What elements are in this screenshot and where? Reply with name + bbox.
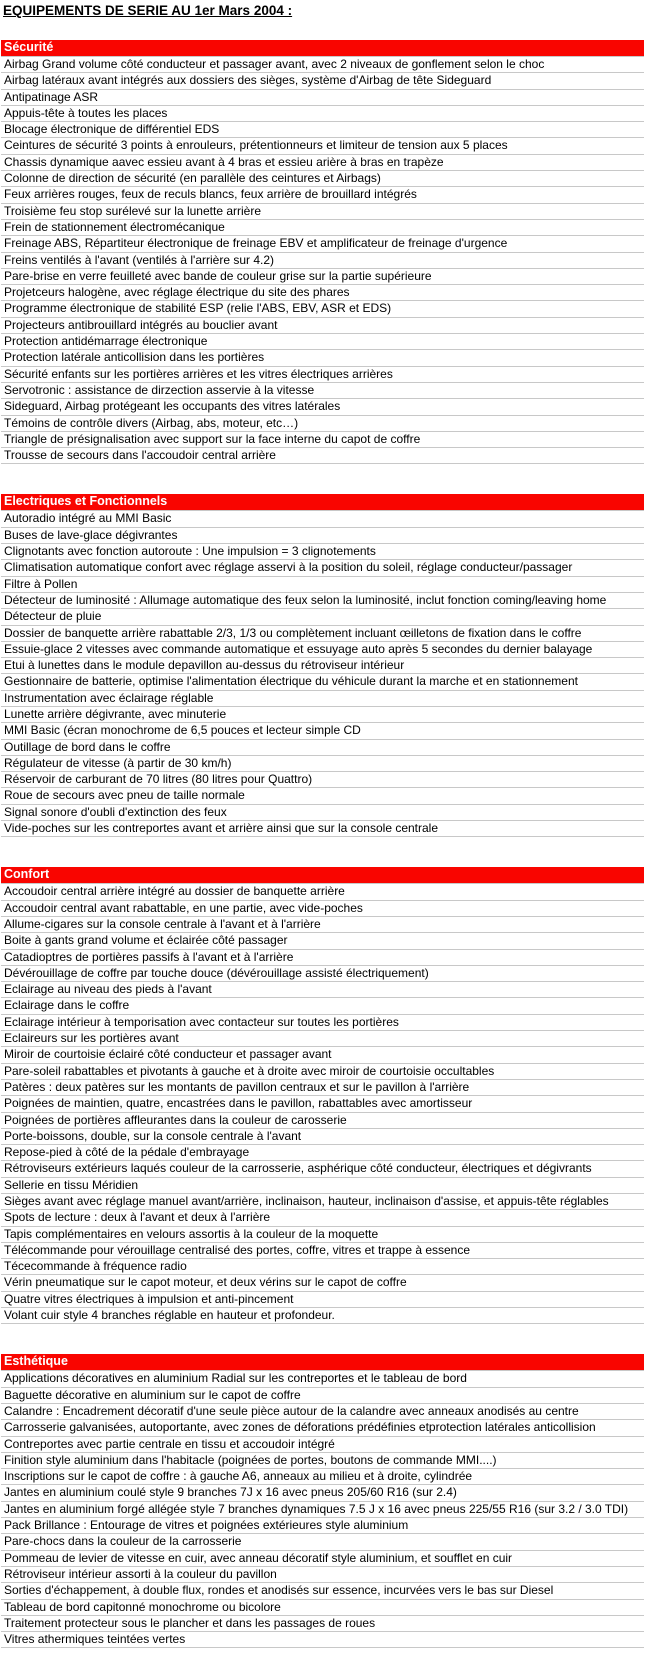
equipment-row: Frein de stationnement électromécanique (1, 220, 644, 236)
equipment-row: Blocage électronique de différentiel EDS (1, 122, 644, 138)
equipment-row: Finition style aluminium dans l'habitacle (poignées de portes, boutons de commande MMI....) (1, 1453, 644, 1469)
equipment-section-1 (1, 494, 644, 837)
section-header-2: Confort (1, 867, 644, 884)
equipment-row: Antipatinage ASR (1, 90, 644, 106)
equipment-row: Filtre à Pollen (1, 577, 644, 593)
equipment-row: Gestionnaire de batterie, optimise l'alimentation électrique du véhicule durant la marche et en stationnement (1, 674, 644, 690)
equipment-row: Tableau de bord capitonné monochrome ou bicolore (1, 1600, 644, 1616)
equipment-row: Autoradio intégré au MMI Basic (1, 511, 644, 527)
equipment-row: Poignées de maintien, quatre, encastrées dans le pavillon, rabattables avec amortisseur (1, 1096, 644, 1112)
equipment-row: Ceintures de sécurité 3 points à enrouleurs, prétentionneurs et limiteur de tension aux 5 places (1, 138, 644, 154)
equipment-row: Triangle de présignalisation avec support sur la face interne du capot de coffre (1, 432, 644, 448)
equipment-section-3 (1, 1354, 644, 1648)
equipment-row: Miroir de courtoisie éclairé côté conducteur et passager avant (1, 1047, 644, 1063)
equipment-row: Porte-boissons, double, sur la console centrale à l'avant (1, 1129, 644, 1145)
equipment-row: Chassis dynamique aavec essieu avant à 4 bras et essieu arière à bras en trapèze (1, 155, 644, 171)
equipment-row: Télécommande pour vérouillage centralisé des portes, coffre, vitres et trappe à essence (1, 1243, 644, 1259)
sections-container (1, 40, 644, 1648)
section-rows (1, 884, 644, 1324)
equipment-row: Traitement protecteur sous le plancher et dans les passages de roues (1, 1616, 644, 1632)
equipment-row: Signal sonore d'oubli d'extinction des feux (1, 805, 644, 821)
page-title: EQUIPEMENTS DE SERIE AU 1er Mars 2004 : (3, 3, 293, 18)
section-header-1: Electriques et Fonctionnels (1, 494, 644, 511)
equipment-row: Colonne de direction de sécurité (en parallèle des ceintures et Airbags) (1, 171, 644, 187)
equipment-row: Airbag latéraux avant intégrés aux dossiers des sièges, système d'Airbag de tête Sideguard (1, 73, 644, 89)
equipment-row: Eclairage dans le coffre (1, 998, 644, 1014)
equipment-row: Catadioptres de portières passifs à l'avant et à l'arrière (1, 950, 644, 966)
section-header-3: Esthétique (1, 1354, 644, 1371)
equipment-row: Troisième feu stop surélevé sur la lunette arrière (1, 204, 644, 220)
equipment-row: Applications décoratives en aluminium Radial sur les contreportes et le tableau de bord (1, 1371, 644, 1387)
section-header-0: Sécurité (1, 40, 644, 57)
equipment-row: Inscriptions sur le capot de coffre : à gauche A6, anneaux au milieu et à droite, cylindrée (1, 1469, 644, 1485)
equipment-row: Servotronic : assistance de dirzection asservie à la vitesse (1, 383, 644, 399)
equipment-row: Allume-cigares sur la console centrale à l'avant et à l'arrière (1, 917, 644, 933)
equipment-row: Sécurité enfants sur les portières arrières et les vitres électriques arrières (1, 367, 644, 383)
equipment-row: Carrosserie galvanisées, autoportante, avec zones de déforations prédéfinies etprotection latérales anticollision (1, 1420, 644, 1436)
equipment-row: Programme électronique de stabilité ESP (relie l'ABS, EBV, ASR et EDS) (1, 301, 644, 317)
equipment-row: Técecommande à fréquence radio (1, 1259, 644, 1275)
section-rows (1, 511, 644, 837)
equipment-row: Sièges avant avec réglage manuel avant/arrière, inclinaison, hauteur, inclinaison d'assise, et appuis-tête réglables (1, 1194, 644, 1210)
equipment-row: Protection antidémarrage électronique (1, 334, 644, 350)
equipment-row: Régulateur de vitesse (à partir de 30 km/h) (1, 756, 644, 772)
equipment-row: Sellerie en tissu Méridien (1, 1178, 644, 1194)
equipment-row: Eclairage intérieur à temporisation avec contacteur sur toutes les portières (1, 1015, 644, 1031)
equipment-row: Dossier de banquette arrière rabattable 2/3, 1/3 ou complètement incluant œilletons de fixation dans le coffre (1, 626, 644, 642)
equipment-row: Pare-chocs dans la couleur de la carrosserie (1, 1534, 644, 1550)
equipment-row: Vérin pneumatique sur le capot moteur, et deux vérins sur le capot de coffre (1, 1275, 644, 1291)
equipment-row: Eclairage au niveau des pieds à l'avant (1, 982, 644, 998)
equipment-row: Témoins de contrôle divers (Airbag, abs, moteur, etc…) (1, 416, 644, 432)
equipment-row: Trousse de secours dans l'accoudoir central arrière (1, 448, 644, 464)
equipment-section-2 (1, 867, 644, 1324)
equipment-row: Pack Brillance : Entourage de vitres et poignées extérieures style aluminium (1, 1518, 644, 1534)
equipment-row: Repose-pied à côté de la pédale d'embrayage (1, 1145, 644, 1161)
equipment-row: Rétroviseurs extérieurs laqués couleur de la carrosserie, asphérique côté conducteur, électriques et dégivrants (1, 1161, 644, 1177)
equipment-row: Dévérouillage de coffre par touche douce (dévérouillage assisté électriquement) (1, 966, 644, 982)
equipment-row: Climatisation automatique confort avec réglage asservi à la position du soleil, réglage conducteur/passager (1, 560, 644, 576)
equipment-row: Sideguard, Airbag protégeant les occupants des vitres latérales (1, 399, 644, 415)
equipment-row: Pare-brise en verre feuilleté avec bande de couleur grise sur la partie supérieure (1, 269, 644, 285)
equipment-row: Sorties d'échappement, à double flux, rondes et anodisés sur essence, incurvées vers le bas sur Diesel (1, 1583, 644, 1599)
equipment-row: Accoudoir central arrière intégré au dossier de banquette arrière (1, 884, 644, 900)
equipment-row: Patères : deux patères sur les montants de pavillon centraux et sur le pavillon à l'arrière (1, 1080, 644, 1096)
equipment-row: Roue de secours avec pneu de taille normale (1, 788, 644, 804)
equipment-row: Etui à lunettes dans le module depavillon au-dessus du rétroviseur intérieur (1, 658, 644, 674)
equipment-row: Freinage ABS, Répartiteur électronique de freinage EBV et amplificateur de freinage d'urgence (1, 236, 644, 252)
equipment-row: Appuis-tête à toutes les places (1, 106, 644, 122)
equipment-row: Boite à gants grand volume et éclairée côté passager (1, 933, 644, 949)
equipment-row: Vide-poches sur les contreportes avant et arrière ainsi que sur la console centrale (1, 821, 644, 837)
equipment-row: Tapis complémentaires en velours assortis à la couleur de la moquette (1, 1227, 644, 1243)
equipment-row: MMI Basic (écran monochrome de 6,5 pouces et lecteur simple CD (1, 723, 644, 739)
equipment-row: Clignotants avec fonction autoroute : Une impulsion = 3 clignotements (1, 544, 644, 560)
equipment-row: Protection latérale anticollision dans les portières (1, 350, 644, 366)
equipment-row: Feux arrières rouges, feux de reculs blancs, feux arrière de brouillard intégrés (1, 187, 644, 203)
section-rows (1, 57, 644, 464)
equipment-row: Accoudoir central avant rabattable, en une partie, avec vide-poches (1, 901, 644, 917)
section-rows (1, 1371, 644, 1648)
equipment-row: Poignées de portières affleurantes dans la couleur de carosserie (1, 1113, 644, 1129)
equipment-row: Calandre : Encadrement décoratif d'une seule pièce autour de la calandre avec anneaux anodisés au centre (1, 1404, 644, 1420)
equipment-row: Quatre vitres électriques à impulsion et anti-pincement (1, 1292, 644, 1308)
equipment-row: Freins ventilés à l'avant (ventilés à l'arrière sur 4.2) (1, 253, 644, 269)
equipment-row: Airbag Grand volume côté conducteur et passager avant, avec 2 niveaux de gonflement selon le choc (1, 57, 644, 73)
equipment-row: Contreportes avec partie centrale en tissu et accoudoir intégré (1, 1437, 644, 1453)
equipment-row: Pare-soleil rabattables et pivotants à gauche et à droite avec miroir de courtoisie occultables (1, 1064, 644, 1080)
equipment-row: Rétroviseur intérieur assorti à la couleur du pavillon (1, 1567, 644, 1583)
equipment-row: Outillage de bord dans le coffre (1, 740, 644, 756)
equipment-row: Projetceurs halogène, avec réglage électrique du site des phares (1, 285, 644, 301)
equipment-row: Réservoir de carburant de 70 litres (80 litres pour Quattro) (1, 772, 644, 788)
equipment-row: Pommeau de levier de vitesse en cuir, avec anneau décoratif style aluminium, et soufflet en cuir (1, 1551, 644, 1567)
equipment-section-0 (1, 40, 644, 464)
equipment-row: Baguette décorative en aluminium sur le capot de coffre (1, 1388, 644, 1404)
equipment-row: Lunette arrière dégivrante, avec minuterie (1, 707, 644, 723)
equipment-row: Jantes en aluminium coulé style 9 branches 7J x 16 avec pneus 205/60 R16 (sur 2.4) (1, 1485, 644, 1501)
equipment-row: Détecteur de luminosité : Allumage automatique des feux selon la luminosité, inclut fonction coming/leaving home (1, 593, 644, 609)
equipment-row: Projecteurs antibrouillard intégrés au bouclier avant (1, 318, 644, 334)
equipment-row: Eclaireurs sur les portières avant (1, 1031, 644, 1047)
equipment-row: Vitres athermiques teintées vertes (1, 1632, 644, 1648)
equipment-row: Volant cuir style 4 branches réglable en hauteur et profondeur. (1, 1308, 644, 1324)
equipment-row: Détecteur de pluie (1, 609, 644, 625)
equipment-row: Instrumentation avec éclairage réglable (1, 691, 644, 707)
equipment-row: Spots de lecture : deux à l'avant et deux à l'arrière (1, 1210, 644, 1226)
equipment-row: Essuie-glace 2 vitesses avec commande automatique et essuyage auto après 5 secondes du dernier balayage (1, 642, 644, 658)
equipment-row: Jantes en aluminium forgé allégée style 7 branches dynamiques 7.5 J x 16 avec pneus 225/55 R16 (sur 3.2 / 3.0 TDI) (1, 1502, 644, 1518)
equipment-row: Buses de lave-glace dégivrantes (1, 528, 644, 544)
